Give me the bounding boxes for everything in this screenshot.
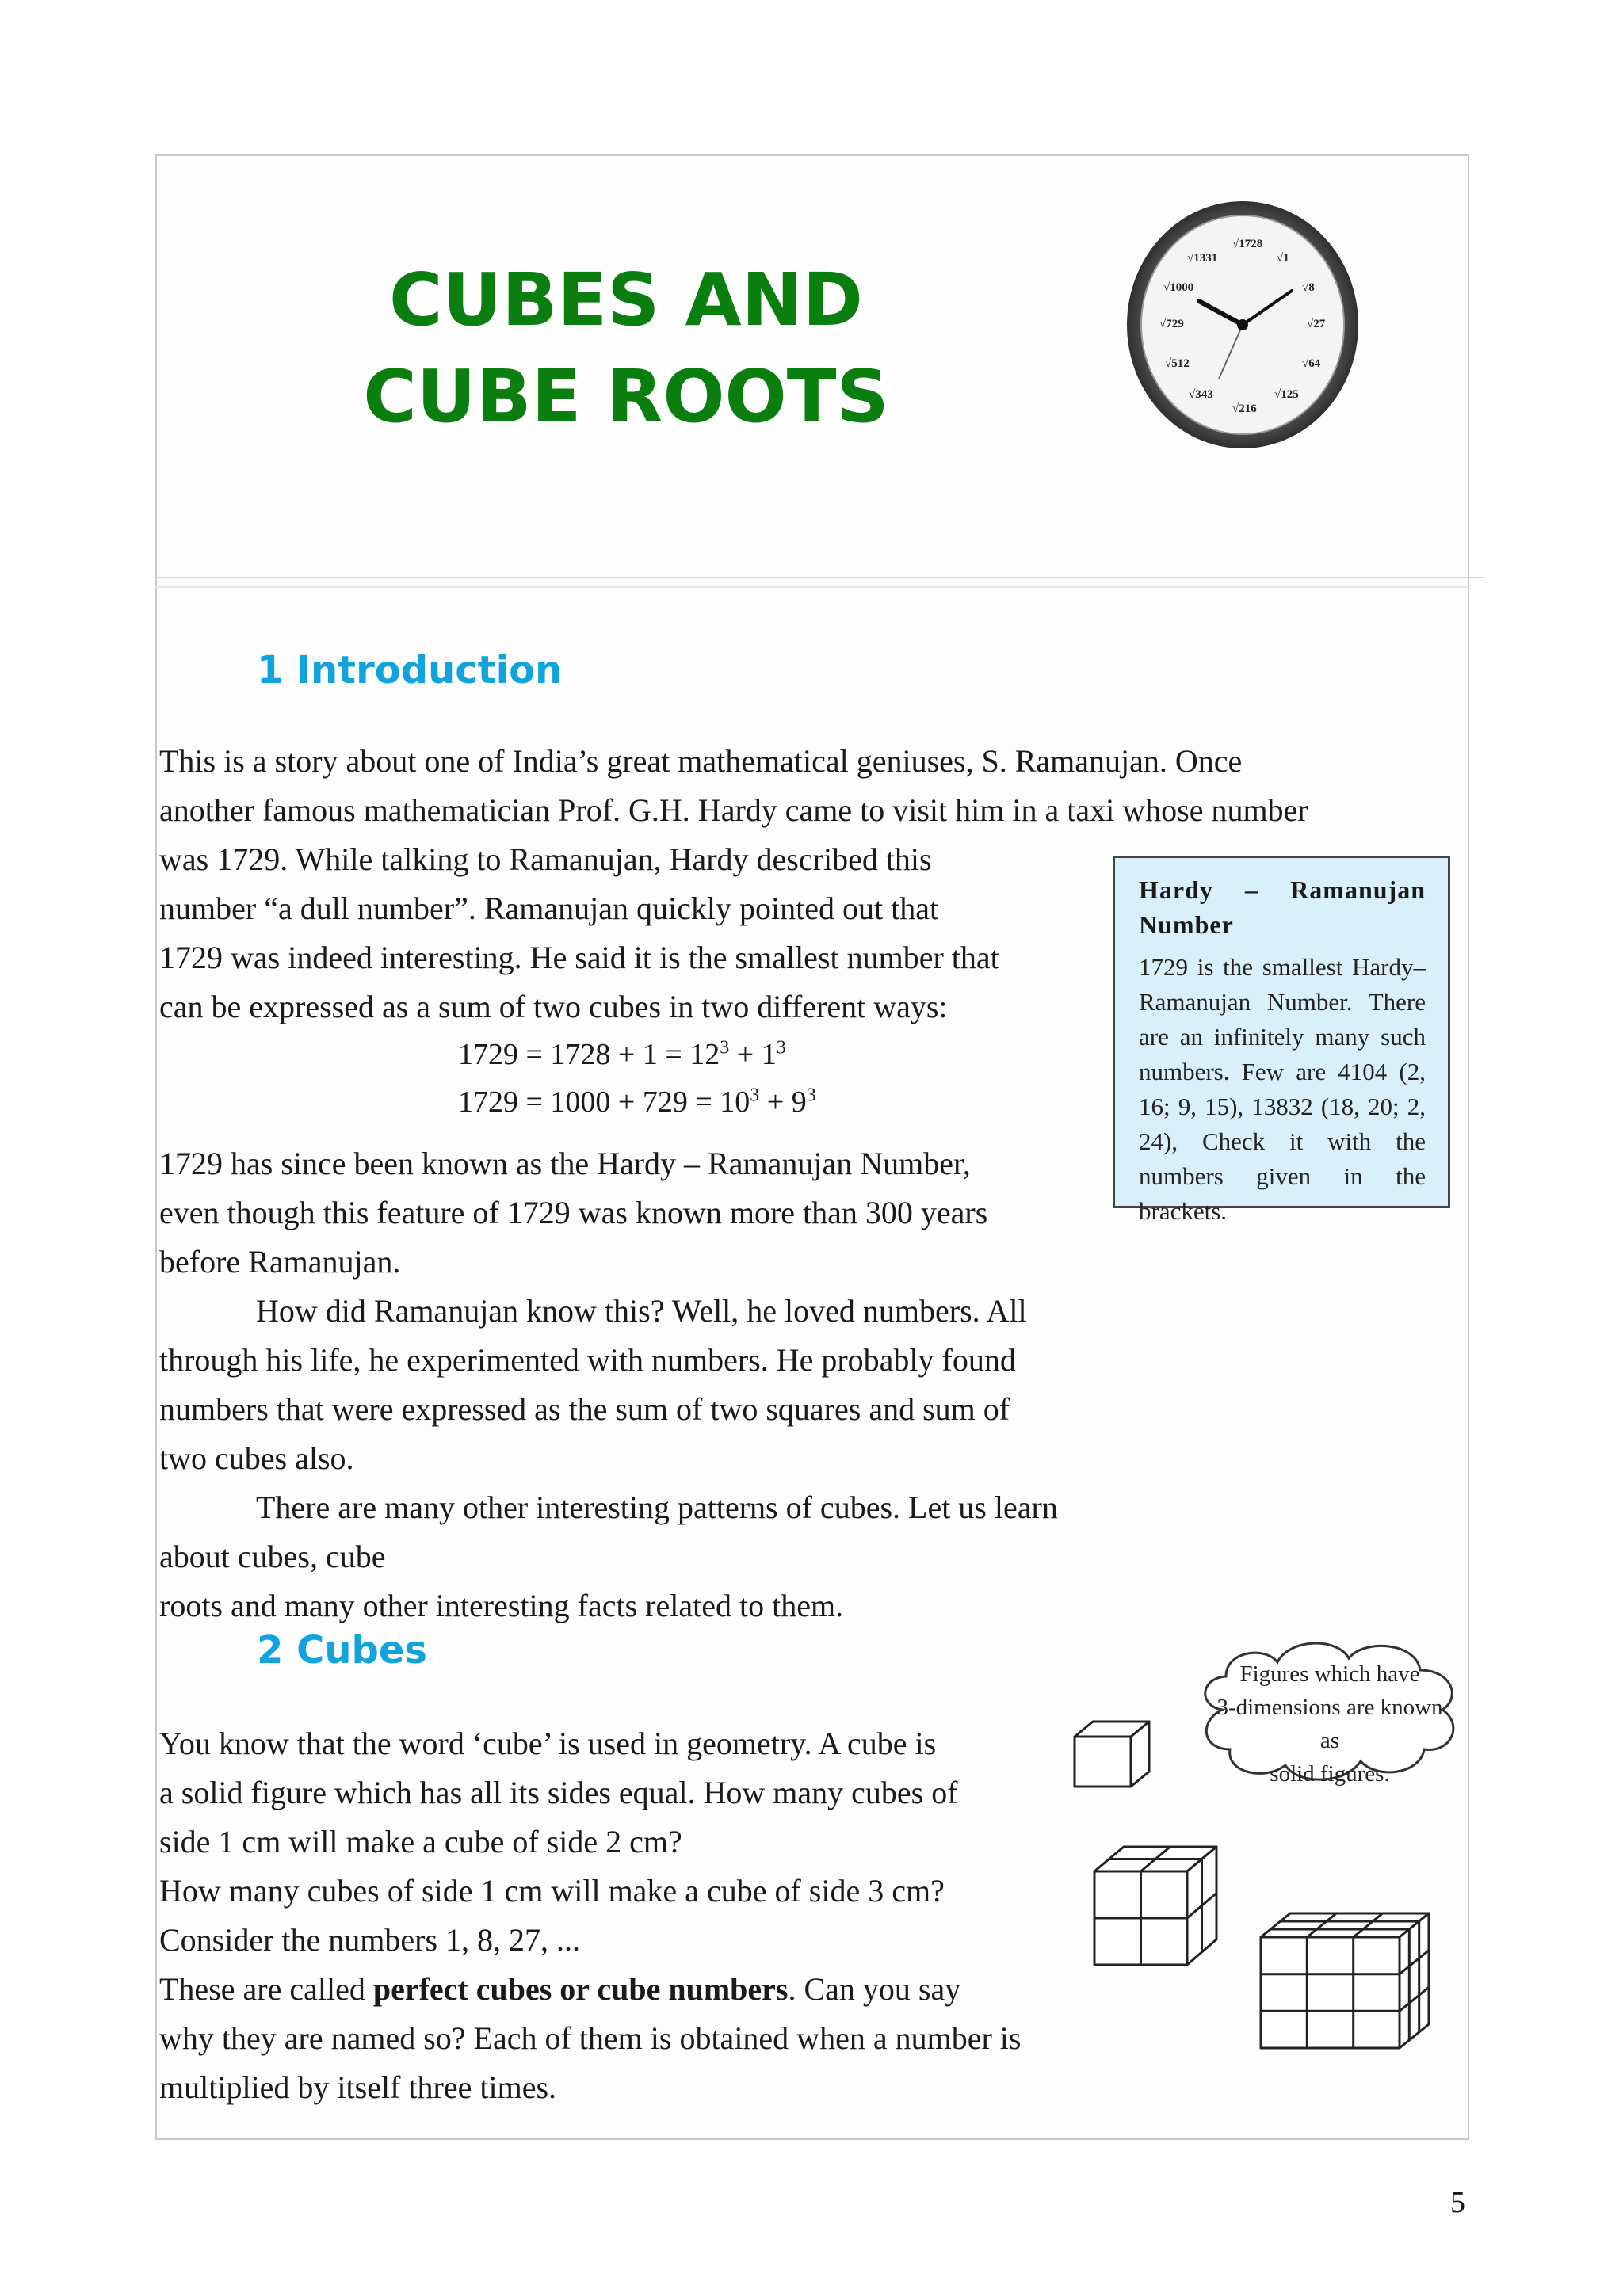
text-line: can be expressed as a sum of two cubes in two different ways: <box>159 989 948 1024</box>
text-line: numbers that were expressed as the sum of two squares and sum of <box>159 1391 1010 1427</box>
cubes-paragraph <box>159 1719 1190 2112</box>
header-divider-secondary <box>155 586 1469 588</box>
equation-2-base: 1729 = 1000 + 729 = 10 <box>458 1085 750 1119</box>
equation-1-mid: + 1 <box>729 1038 777 1071</box>
svg-text:√1000: √1000 <box>1163 281 1194 294</box>
cube-2x2x2-icon <box>1092 1844 1219 1967</box>
svg-text:√27: √27 <box>1307 318 1326 330</box>
equation-1-base: 1729 = 1728 + 1 = 12 <box>458 1038 720 1071</box>
text-line: multiplied by itself three times. <box>159 2069 557 2105</box>
equation-2 <box>458 1077 816 1127</box>
text-segment: . Can you say <box>788 1971 961 2007</box>
text-line: even though this feature of 1729 was known more than 300 years <box>159 1195 988 1230</box>
text-line: There are many other interesting patterns of cubes. Let us learn about cubes, cube <box>159 1489 1058 1574</box>
text-line: Consider the numbers 1, 8, 27, ... <box>159 1922 581 1958</box>
svg-text:√343: √343 <box>1189 388 1213 401</box>
header-divider <box>155 577 1484 578</box>
svg-text:√64: √64 <box>1302 357 1321 370</box>
text-line: 1729 was indeed interesting. He said it is the smallest number that <box>159 940 999 975</box>
svg-text:√8: √8 <box>1302 281 1315 294</box>
intro-paragraph-2 <box>159 1139 1110 1630</box>
text-line: side 1 cm will make a cube of side 2 cm? <box>159 1824 682 1859</box>
cloud-text-line: Figures which have <box>1239 1661 1420 1687</box>
text-line: How many cubes of side 1 cm will make a cube of side 3 cm? <box>159 1873 945 1909</box>
equation-2-mid: + 9 <box>759 1085 807 1119</box>
clock-icon <box>1124 198 1361 452</box>
text-line: roots and many other interesting facts related to them. <box>159 1588 844 1623</box>
text-line: through his life, he experimented with numbers. He probably found <box>159 1342 1016 1378</box>
page-number: 5 <box>1450 2186 1465 2219</box>
text-line <box>159 1971 960 2007</box>
equation-2-exponent-1: 3 <box>750 1085 760 1106</box>
chapter-title-line2: CUBE ROOTS <box>363 354 889 439</box>
section-heading-introduction: 1 Introduction <box>257 648 563 692</box>
text-line: This is a story about one of India’s great mathematical geniuses, S. Ramanujan. Once <box>159 743 1243 779</box>
sidebox-text: 1729 is the smallest Hardy–Ramanujan Number. There are an infinitely many such numbers. Few are 4104 (2, 16; 9, 15), 13832 (18, 20; 2, 24), Check it with the numbers given in the brackets. <box>1139 953 1426 1225</box>
sidebox-title: Hardy – Ramanujan Number <box>1139 875 1426 939</box>
cube-3x3x3-icon <box>1258 1911 1431 2050</box>
text-line: was 1729. While talking to Ramanujan, Hardy described this <box>159 841 932 877</box>
equation-1-exponent-2: 3 <box>776 1037 786 1058</box>
equation-1 <box>458 1030 786 1079</box>
text-line: another famous mathematician Prof. G.H. Hardy came to visit him in a taxi whose number <box>159 792 1308 828</box>
text-segment: These are called <box>159 1971 373 2007</box>
svg-text:√512: √512 <box>1165 357 1190 370</box>
svg-text:√1728: √1728 <box>1232 238 1263 250</box>
svg-text:√729: √729 <box>1159 318 1184 330</box>
text-line: How did Ramanujan know this? Well, he loved numbers. All <box>256 1293 1027 1329</box>
svg-text:√1331: √1331 <box>1187 252 1218 265</box>
svg-text:√1: √1 <box>1277 252 1289 265</box>
svg-text:√125: √125 <box>1274 388 1299 401</box>
cloud-text-line: solid figures. <box>1270 1761 1390 1787</box>
bold-term: perfect cubes or cube numbers <box>372 1971 789 2007</box>
unit-cube-icon <box>1072 1719 1151 1789</box>
equation-2-exponent-2: 3 <box>806 1085 816 1106</box>
text-line: 1729 has since been known as the Hardy – Ramanujan Number, <box>159 1146 971 1181</box>
text-line: before Ramanujan. <box>159 1244 401 1280</box>
text-line: two cubes also. <box>159 1440 354 1476</box>
equation-1-exponent-1: 3 <box>720 1037 730 1058</box>
text-line: why they are named so? Each of them is obtained when a number is <box>159 2020 1022 2056</box>
text-line: You know that the word ‘cube’ is used in geometry. A cube is <box>159 1726 937 1761</box>
hardy-ramanujan-sidebox <box>1113 856 1450 1225</box>
chapter-title <box>301 252 951 445</box>
text-line: number “a dull number”. Ramanujan quickly pointed out that <box>159 891 939 926</box>
section-heading-cubes: 2 Cubes <box>257 1628 427 1672</box>
chapter-title-line1: CUBES AND <box>388 257 864 342</box>
svg-text:√216: √216 <box>1232 402 1257 415</box>
cloud-text <box>1211 1657 1449 1791</box>
text-line: a solid figure which has all its sides equal. How many cubes of <box>159 1775 958 1810</box>
cloud-text-line: 3-dimensions are known as <box>1216 1695 1443 1753</box>
